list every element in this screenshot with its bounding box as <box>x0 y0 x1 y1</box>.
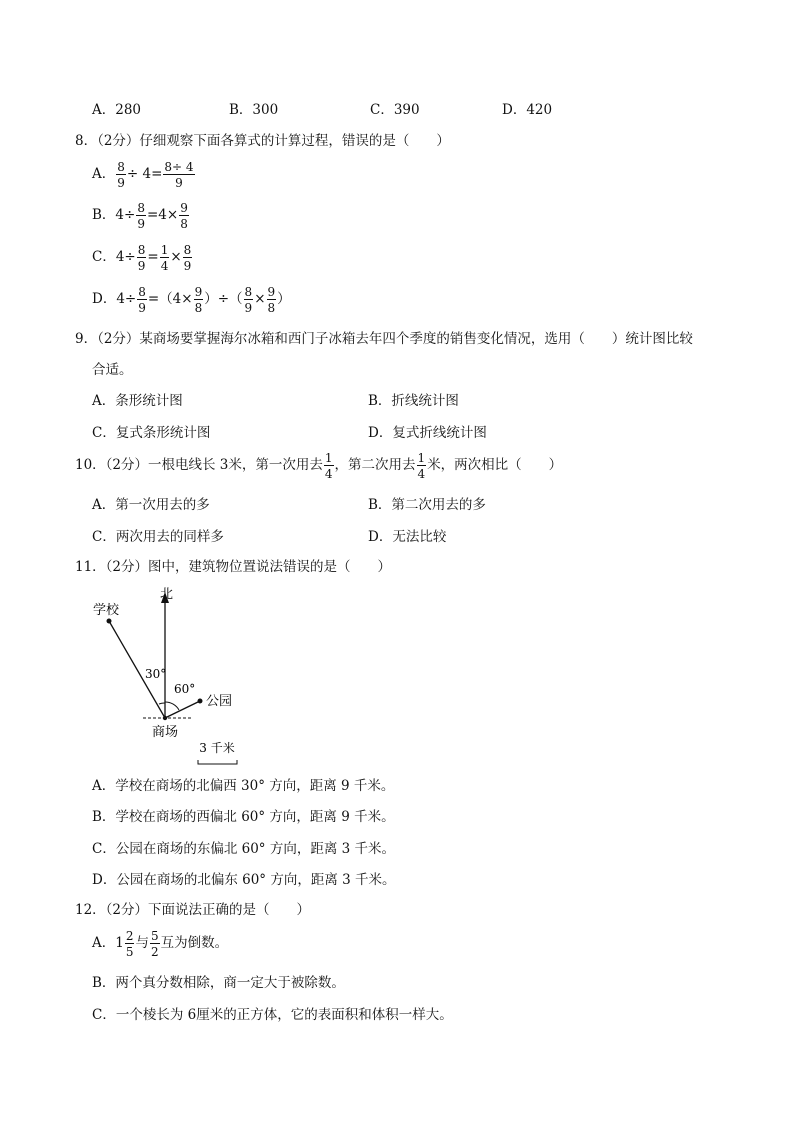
q10-option-c: C．两次用去的同样多 <box>92 529 224 545</box>
q8-c-prefix: C．4÷ <box>92 249 136 266</box>
q11-option-c: C．公园在商场的东偏北 60° 方向，距离 3 千米。 <box>92 841 396 857</box>
park-point <box>198 699 203 704</box>
q11-option-b: B．学校在商场的西偏北 60° 方向，距离 9 千米。 <box>92 809 395 825</box>
q7-option-c: C．390 <box>370 102 420 118</box>
q12-option-b: B．两个真分数相除，商一定大于被除数。 <box>92 975 345 991</box>
q9-stem-line1: 9．（2分）某商场要掌握海尔冰箱和西门子冰箱去年四个季度的销售变化情况，选用（ ）统计图比较 <box>75 331 693 347</box>
q12-a-prefix: A．1 <box>92 935 124 952</box>
fraction: $\frac{8}{9}$ <box>117 160 125 190</box>
fraction: $\frac{8}{9}$ <box>137 243 146 273</box>
angle-arc-left <box>159 703 165 704</box>
q8-d-end: ） <box>277 291 291 308</box>
q8-c-mid: = <box>147 249 159 266</box>
q8-a-mid: ÷ 4= <box>126 166 163 183</box>
q8-d-mid: =（4× <box>147 291 193 308</box>
q7-option-a: A．280 <box>92 102 142 118</box>
angle-arc <box>165 702 179 710</box>
q8-a-prefix: A． <box>92 166 116 183</box>
q10-option-a: A．第一次用去的多 <box>92 497 210 513</box>
q10-option-d: D．无法比较 <box>368 529 447 545</box>
q8-option-c <box>92 244 193 272</box>
fraction: $\frac{8}{9}$ <box>138 285 146 315</box>
fraction: $\frac{9}{8}$ <box>267 285 276 315</box>
fraction: $\frac{1}{4}$ <box>324 451 333 481</box>
fraction: $\frac{1}{4}$ <box>417 451 426 481</box>
q8-option-b <box>92 202 190 230</box>
q10-option-b: B．第二次用去的多 <box>368 497 486 513</box>
q8-d-mid2: ）÷（ <box>204 291 243 308</box>
park-line <box>165 701 200 718</box>
q8-d-mid3: × <box>254 291 266 308</box>
fraction: $\frac{1}{4}$ <box>160 243 169 273</box>
school-point <box>107 619 112 624</box>
q10-stem-a: 10．（2分）一根电线长 3米，第一次用去 <box>75 457 323 474</box>
fraction: $\frac{8\div 4}{9}$ <box>164 160 194 190</box>
q7-option-d: D．420 <box>502 102 553 118</box>
q12-option-c: C．一个棱长为 6厘米的正方体，它的表面积和体积一样大。 <box>92 1007 453 1023</box>
angle-30-label: 30° <box>145 667 167 681</box>
north-label: 北 <box>160 587 174 602</box>
q10-stem-b: ，第二次用去 <box>334 457 416 474</box>
direction-diagram <box>90 584 260 770</box>
fraction: $\frac{9}{8}$ <box>180 201 188 231</box>
scale-label: 3 千米 <box>199 741 235 755</box>
q8-b-mid: =4× <box>146 207 179 224</box>
fraction: $\frac{2}{5}$ <box>125 929 134 959</box>
fraction: $\frac{8}{9}$ <box>244 285 253 315</box>
angle-60-label: 60° <box>174 682 196 696</box>
q9-option-d: D．复式折线统计图 <box>368 425 487 441</box>
fraction: $\frac{9}{8}$ <box>194 285 203 315</box>
q12-a-end: 互为倒数。 <box>160 935 229 952</box>
q8-option-d <box>92 286 291 314</box>
scale-bar <box>198 760 237 764</box>
park-label: 公园 <box>206 694 233 709</box>
q8-b-prefix: B．4÷ <box>92 207 136 224</box>
fraction: $\frac{8}{9}$ <box>183 243 192 273</box>
q12-a-mid: 与 <box>135 935 149 952</box>
fraction: $\frac{5}{2}$ <box>150 929 159 959</box>
q8-c-mid2: × <box>170 249 182 266</box>
q12-stem: 12．（2分）下面说法正确的是（ ） <box>75 902 311 918</box>
q9-option-b: B．折线统计图 <box>368 393 459 409</box>
mall-point <box>163 716 167 720</box>
school-label: 学校 <box>93 603 120 618</box>
fraction: $\frac{8}{9}$ <box>137 201 145 231</box>
q9-stem-line2: 合适。 <box>92 362 133 378</box>
q9-option-c: C．复式条形统计图 <box>92 425 211 441</box>
q7-option-b: B．300 <box>229 102 279 118</box>
q12-option-a <box>92 930 228 958</box>
q10-stem <box>75 452 562 480</box>
q9-option-a: A．条形统计图 <box>92 393 183 409</box>
q11-stem: 11．（2分）图中，建筑物位置说法错误的是（ ） <box>75 559 392 575</box>
q11-option-d: D．公园在商场的北偏东 60° 方向，距离 3 千米。 <box>92 872 396 888</box>
q8-d-prefix: D．4÷ <box>92 291 137 308</box>
q8-stem: 8．（2分）仔细观察下面各算式的计算过程，错误的是（ ） <box>75 133 450 149</box>
q8-option-a <box>92 161 196 189</box>
q10-stem-c: 米，两次相比（ ） <box>427 457 563 474</box>
q11-option-a: A．学校在商场的北偏西 30° 方向，距离 9 千米。 <box>92 778 395 794</box>
mall-label: 商场 <box>152 725 179 740</box>
